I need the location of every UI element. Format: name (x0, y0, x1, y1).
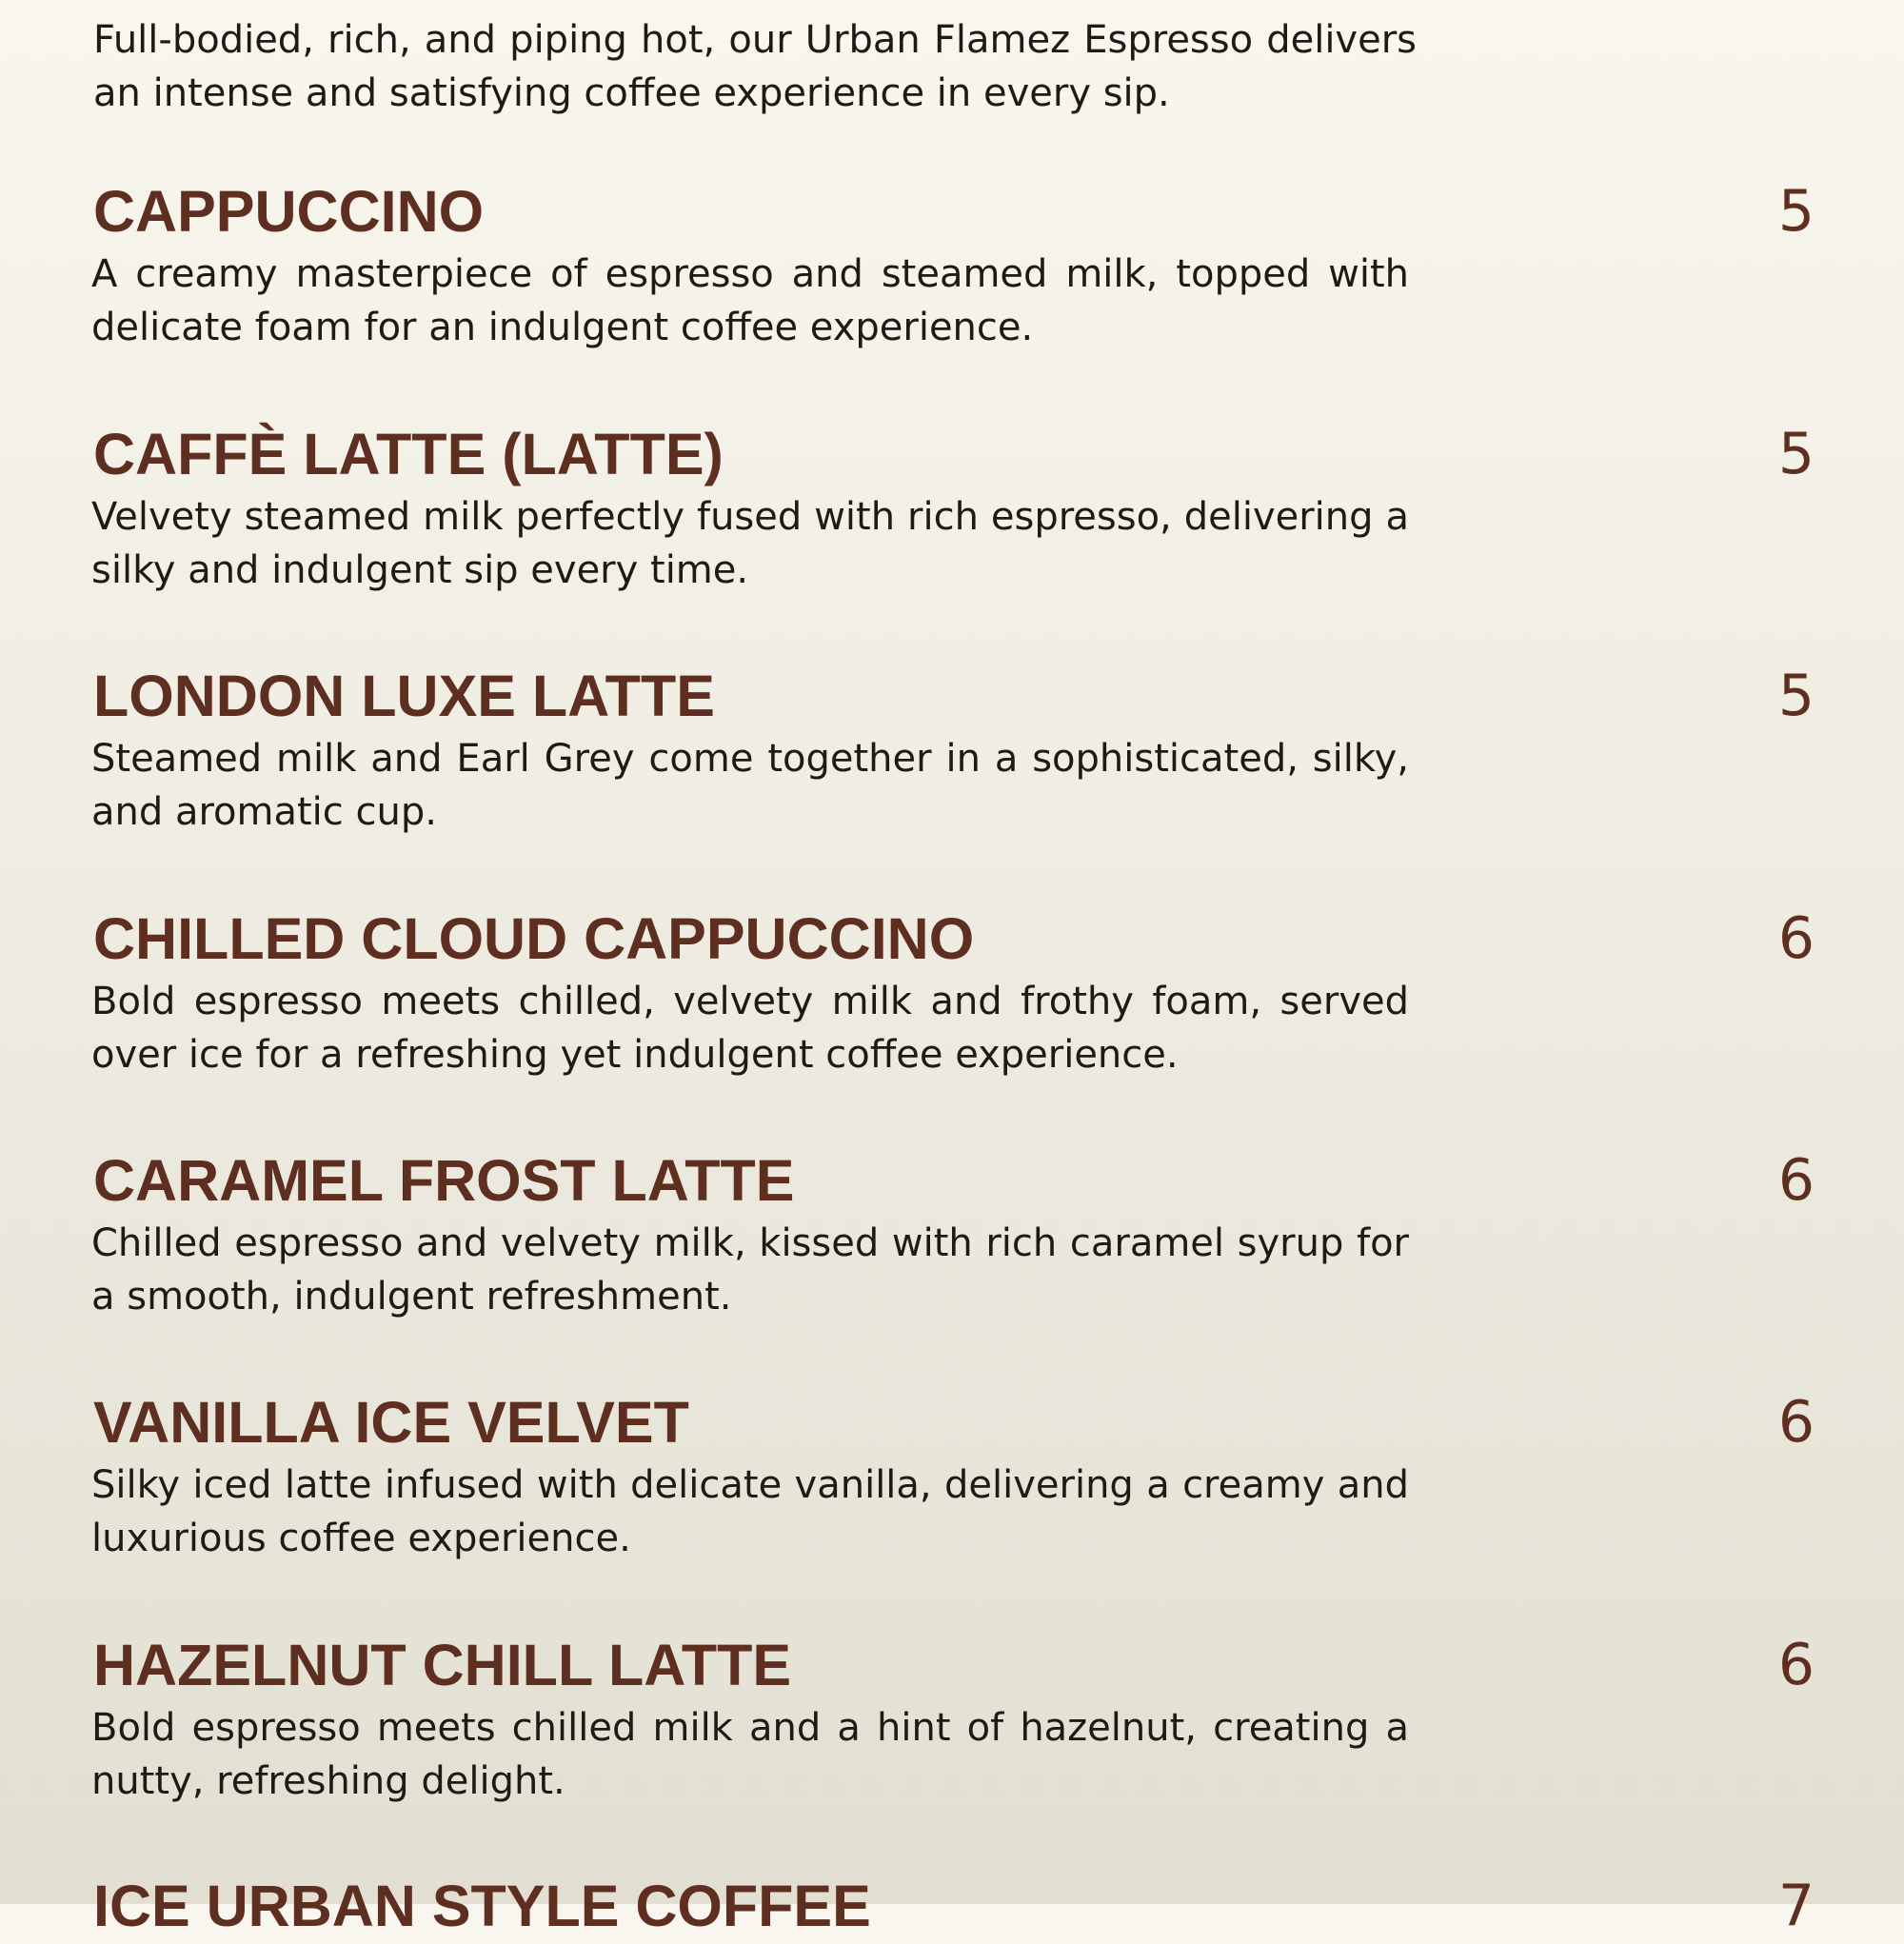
item-description: Bold espresso meets chilled, velvety milk and frothy foam, served over ice for a refreshing yet indulgent coffee experience. (91, 980, 1409, 1077)
item-name: CHILLED CLOUD CAPPUCCINO (93, 906, 975, 971)
item-price: 6 (1777, 1147, 1815, 1214)
item-price: 6 (1777, 905, 1815, 972)
item-price: 5 (1777, 178, 1815, 245)
item-description: Chilled espresso and velvety milk, kissed with rich caramel syrup for a smooth, indulgent refreshment. (91, 1221, 1409, 1319)
item-name: CARAMEL FROST LATTE (93, 1148, 795, 1213)
item-name: HAZELNUT CHILL LATTE (93, 1633, 792, 1697)
item-price: 6 (1777, 1389, 1815, 1456)
item-name: CAFFÈ LATTE (LATTE) (93, 422, 724, 486)
item-name: CAPPUCCINO (93, 179, 485, 244)
item-name: ICE URBAN STYLE COFFEE (93, 1874, 871, 1938)
item-price: 7 (1777, 1873, 1815, 1939)
item-price: 6 (1777, 1632, 1815, 1698)
item-description: Velvety steamed milk perfectly fused with rich espresso, delivering a silky and indulgent sip every time. (91, 495, 1409, 592)
item-price: 5 (1777, 663, 1815, 729)
item-description: A creamy masterpiece of espresso and steamed milk, topped with delicate foam for an indulgent coffee experience. (91, 252, 1409, 349)
espresso-description: Full-bodied, rich, and piping hot, our Urban Flamez Espresso delivers an intense and satisfying coffee experience in every sip. (93, 18, 1417, 115)
item-name: LONDON LUXE LATTE (93, 664, 715, 728)
item-description: Steamed milk and Earl Grey come together in a sophisticated, silky, and aromatic cup. (91, 737, 1409, 834)
item-description: Bold espresso meets chilled milk and a hint of hazelnut, creating a nutty, refreshing delight. (91, 1706, 1409, 1803)
item-name: VANILLA ICE VELVET (93, 1390, 689, 1455)
item-description: Silky iced latte infused with delicate vanilla, delivering a creamy and luxurious coffee experience. (91, 1463, 1409, 1560)
item-price: 5 (1777, 421, 1815, 487)
